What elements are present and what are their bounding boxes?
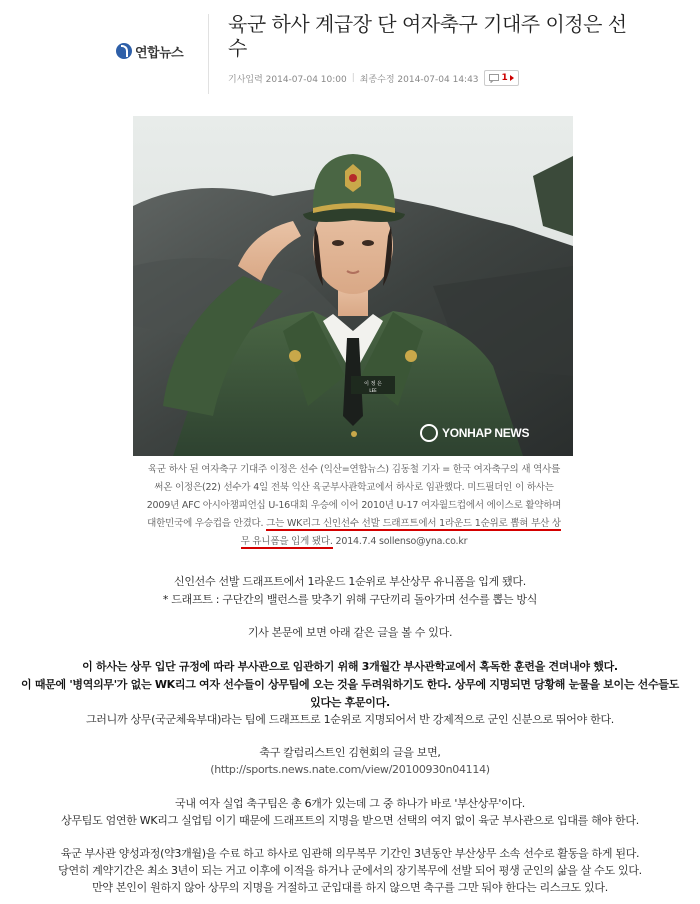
yonhap-logo-icon [116,43,132,59]
body-paragraph-bold: 이 때문에 '병역의무'가 없는 WK리그 여자 선수들이 상무팀에 오는 것을 두려워하기도 한다. 상무에 지명되면 당황해 눈물을 보이는 선수들도 있다는 후문이다. [20,678,679,709]
body-paragraph: 기사 본문에 보면 아래 같은 글을 볼 수 있다. [247,626,453,639]
name-plate-korean: 이 정 은 [364,381,382,387]
photo-caption [134,461,574,551]
article-title: 육군 하사 계급장 단 여자축구 기대주 이정은 선수 [228,12,627,60]
body-paragraph-bold: 이 하사는 상무 입단 규정에 따라 부사관으로 임관하기 위해 3개월간 부사관학교에서 혹독한 훈련을 견뎌내야 했다. [82,660,618,673]
body-paragraph: 그러니까 상무(국군체육부대)라는 팀에 드래프트로 1순위로 지명되어서 반 강제적으로 군인 신분으로 뛰어야 한다. [85,713,615,726]
caption-line [134,515,574,533]
caption-line: 2009년 AFC 아시아챔피언십 U-16대회 우승에 이어 2010년 U-17 여자월드컵에서 에이스로 활약하며 [146,500,562,511]
source-link[interactable]: (http://sports.news.nate.com/view/20100930n04114) [210,763,490,776]
watermark-text: YONHAP NEWS [442,426,530,440]
article-meta [228,70,519,86]
meta-separator: | [351,73,355,83]
body-paragraph: 만약 본인이 원하지 않아 상무의 지명을 거절하고 군입대를 하지 않으면 축구를 그만 둬야 한다는 리스크도 있다. [92,881,608,894]
meta-update-time: 최종수정 2014-07-04 14:43 [359,74,479,85]
caption-text: 대한민국에 우승컵을 안겼다. [147,518,267,529]
yonhap-watermark-icon [420,424,438,442]
body-paragraph: 신인선수 선발 드래프트에서 1라운드 1순위로 부산상무 유니폼을 입게 됐다. [174,575,526,588]
name-plate-english: LEE [369,388,377,393]
yonhap-watermark [420,424,529,442]
comment-count: 1 [501,73,508,83]
article-header [0,0,700,100]
photo-illustration [133,116,573,456]
caption-highlight: 그는 WK리그 신인선수 선발 드래프트에서 1라운드 1순위로 뽑혀 부산 상 [266,518,561,529]
caption-line: 써온 이정은(22) 선수가 4일 전북 익산 육군부사관학교에서 하사로 임관했다. 미드필더인 이 하사는 [154,482,554,493]
body-paragraph: 국내 여자 실업 축구팀은 총 6개가 있는데 그 중 하나가 바로 '부산상무'이다. [175,797,525,810]
comment-arrow-icon [510,75,514,81]
article-photo [133,116,573,456]
caption-highlight: 무 유니폼을 입게 됐다. [240,536,333,547]
body-paragraph: 당연히 계약기간은 최소 3년이 되는 거고 이후에 이적을 하거나 군에서의 장기복무에 선발 되어 평생 군인의 삶을 살 수도 있다. [58,864,642,877]
comment-button[interactable] [484,70,519,86]
logo-text: 연합뉴스 [135,45,184,61]
body-paragraph: 상무팀도 엄연한 WK리그 실업팀 이기 때문에 드래프트의 지명을 받으면 선택의 여지 없이 육군 부사관으로 입대를 해야 한다. [61,814,639,827]
caption-byline: 2014.7.4 sollenso@yna.co.kr [332,536,468,547]
comment-icon [489,74,499,83]
meta-input-time: 기사입력 2014-07-04 10:00 [228,74,347,85]
body-paragraph: 육군 부사관 양성과정(약3개월)을 수료 하고 하사로 임관해 의무복무 기간인 3년동안 부산상무 소속 선수로 활동을 하게 된다. [60,847,640,860]
caption-line: 육군 하사 된 여자축구 기대주 이정은 선수 (익산=연합뉴스) 김동철 기자 = 한국 여자축구의 새 역사를 [147,464,561,475]
body-paragraph: * 드래프트 : 구단간의 밸런스를 맞추기 위해 구단끼리 돌아가며 선수를 뽑는 방식 [162,593,538,606]
body-paragraph: 축구 칼럼리스트인 김현회의 글을 보면, [259,746,441,759]
caption-line [134,533,574,551]
yonhap-logo[interactable] [116,40,183,62]
header-divider [208,14,209,94]
